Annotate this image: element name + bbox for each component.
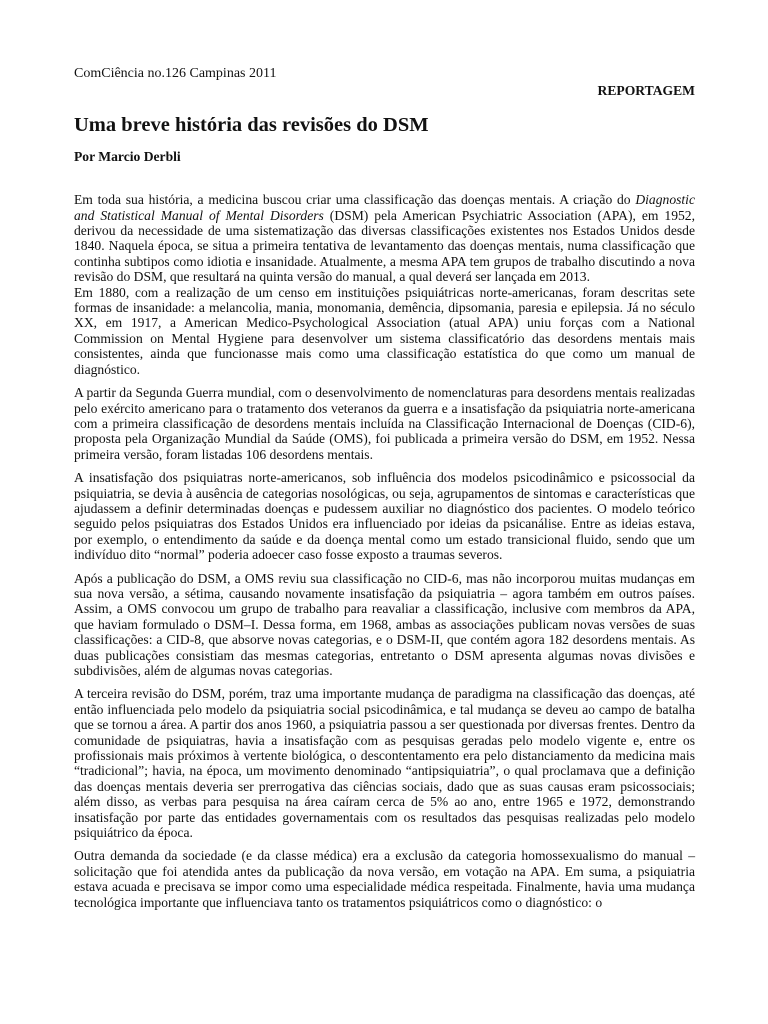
paragraph-1-text-cont: (DSM) pela American Psychiatric Association (APA), em 1952, derivou da necessidade de uma sistematização das diversas classificações existentes nos Estados Unidos desde 1840. Naquela época, se situa a primeira tentativa de levantamento das doenças mentais, numa classificação que continha subtipos como idiotia e insanidade. Atualmente, a mesma APA tem grupos de trabalho discutindo a nova revisão do DSM, que resultará na quinta versão do manual, a qual deverá ser lançada em 2013. [74,207,695,285]
publication-source: ComCiência no.126 Campinas 2011 [74,66,277,81]
article-title: Uma breve história das revisões do DSM [74,113,429,136]
paragraph-2: Em 1880, com a realização de um censo em instituições psiquiátricas norte-americanas, foram descritas sete formas de insanidade: a melancolia, mania, monomania, demência, dipsomania, paresia e epilepsia. Já no século XX, em 1917, a American Medico-Psychological Association (atual APA) uniu forças com a National Commission on Mental Hygiene para desenvolver um sistema classificatório das desordens mentais mais consistentes, ainda que funcionasse mais como uma classificação estatística do que como um manual de diagnóstico. [74,284,695,377]
paragraph-6: A terceira revisão do DSM, porém, traz uma importante mudança de paradigma na classificação das doenças, até então influenciada pelo modelo da psiquiatria social psicodinâmica, e tal mudança se deveu ao campo de batalha que se tornou a área. A partir dos anos 1960, a psiquiatria passou a ser questionada por diversas frentes. Dentro da comunidade de psiquiatras, havia a insatisfação com as pesquisas geradas pelo modelo vigente e, entre os profissionais mais próximos à vertente biológica, o descontentamento era pelo distanciamento da medicina mais “tradicional”; havia, na época, um movimento denominado “antipsiquiatria”, o qual proclamava que a definição das doenças mentais deveria ser prerrogativa das ciências sociais, dado que as suas causas eram psicossociais; além disso, as verbas para pesquisa na área caíram cerca de 5% ao ano, entre 1965 e 1972, demonstrando insatisfação por parte das entidades governamentais com os resultados das pesquisas realizadas pelo modelo psiquiátrico da época. [74,686,695,841]
paragraph-1 [74,192,695,284]
paragraph-3: A partir da Segunda Guerra mundial, com o desenvolvimento de nomenclaturas para desordens mentais realizadas pelo exército americano para o tratamento dos veteranos da guerra e a insatisfação da psiquiatria norte-americana com a primeira classificação de desordens mentais incluída na Classificação Internacional de Doenças (CID-6), proposta pela Organização Mundial da Saúde (OMS), foi publicada a primeira versão do DSM, em 1952. Nessa primeira versão, foram listadas 106 desordens mentais. [74,385,695,462]
paragraph-1-text: Em toda sua história, a medicina buscou criar uma classificação das doenças mentais. A criação do [74,192,636,208]
article-body [74,192,695,910]
article-byline: Por Marcio Derbli [74,148,181,164]
manual-title-italic: Diagnostic and Statistical Manual of Mental Disorders [74,192,695,223]
section-label: REPORTAGEM [597,83,695,99]
paragraph-5: Após a publicação do DSM, a OMS reviu sua classificação no CID-6, mas não incorporou muitas mudanças em sua nova versão, a sétima, causando novamente insatisfação da psiquiatria – agora também em outros países. Assim, a OMS convocou um grupo de trabalho para reavaliar a classificação, inclusive com membros da APA, que haviam formulado o DSM–I. Dessa forma, em 1968, ambas as associações publicam novas versões de suas classificações: a CID-8, que absorve novas categorias, e o DSM-II, que contém agora 182 desordens mentais. As duas publicações consistiam das mesmas categorias, entretanto o DSM apresenta algumas novas divisões e subdivisões, além de algumas novas categorias. [74,570,695,678]
article-page [74,66,695,910]
paragraph-4: A insatisfação dos psiquiatras norte-americanos, sob influência dos modelos psicodinâmico e psicossocial da psiquiatria, se devia à ausência de categorias nosológicas, ou seja, agrupamentos de sintomas e características que ajudassem a definir determinadas doenças e pudessem auxiliar no diagnóstico dos pacientes. O modelo teórico seguido pelos psiquiatras dos Estados Unidos era influenciado por ideias da psicanálise. Entre as ideias estava, por exemplo, o entendimento da saúde e da doença mental como um estado transicional fluido, sendo que um indivíduo dito “normal” poderia adoecer caso fosse exposto a traumas severos. [74,470,695,563]
paragraph-7: Outra demanda da sociedade (e da classe médica) era a exclusão da categoria homossexualismo do manual – solicitação que foi atendida antes da publicação da nova versão, em votação na APA. Em suma, a psiquiatria estava acuada e precisava se impor como uma especialidade médica respeitada. Finalmente, havia uma mudança tecnológica importante que influenciava tanto os tratamentos psiquiátricos como o diagnóstico: o [74,848,695,910]
